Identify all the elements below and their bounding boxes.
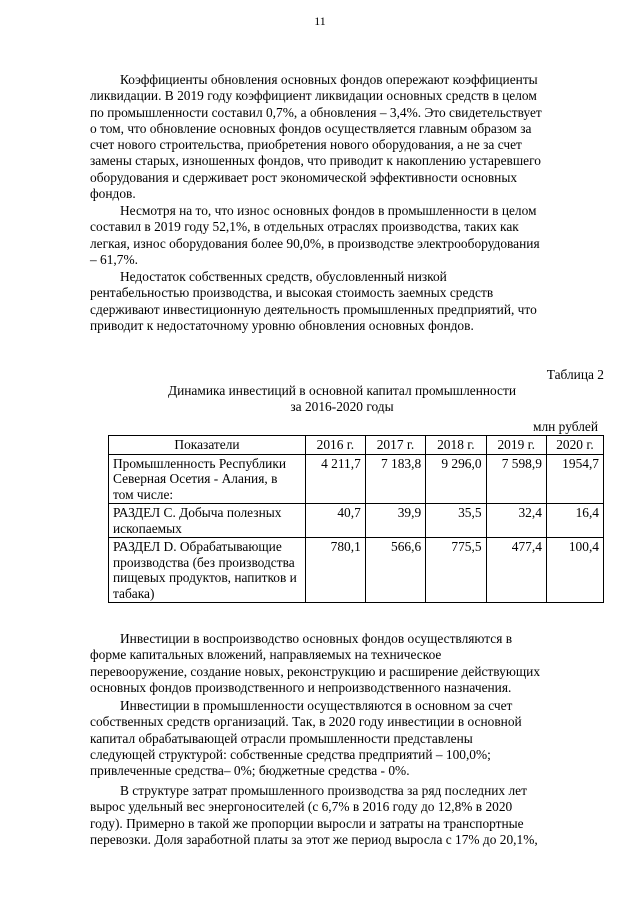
table-row <box>109 538 604 603</box>
cell-value: 16,4 <box>546 504 603 538</box>
cell-value: 775,5 <box>426 538 486 603</box>
cell-value: 566,6 <box>365 538 425 603</box>
paragraph-investment-forms: Инвестиции в воспроизводство основных фондов осуществляются в форме капитальных вложений, направляемых на техническое перевооружение, создание новых, реконструкцию и расширение действующих основных фондов производственного и непроизводственного назначения. <box>90 631 541 695</box>
table-header-row <box>109 436 604 455</box>
cell-value: 4 211,7 <box>306 454 366 504</box>
cell-value: 1954,7 <box>546 454 603 504</box>
table-title: Динамика инвестиций в основной капитал промышленности за 2016-2020 годы <box>167 383 517 414</box>
header-year: 2018 г. <box>426 436 486 455</box>
table-row <box>109 454 604 504</box>
header-year: 2017 г. <box>365 436 425 455</box>
row-label: РАЗДЕЛ С. Добыча полезных ископаемых <box>109 504 306 538</box>
cell-value: 780,1 <box>306 538 366 603</box>
cell-value: 35,5 <box>426 504 486 538</box>
table-units: млн рублей <box>533 419 598 434</box>
paragraph-cost-structure: В структуре затрат промышленного производства за ряд последних лет вырос удельный вес энергоносителей (с 6,7% в 2016 году до 12,8% в 2020 году). Примерно в такой же пропорции выросли и затраты на транспортные перевозки. Доля заработной платы за этот же период выросла с 17% до 20,1%, <box>90 783 538 847</box>
paragraph-renewal-coefficients: Коэффициенты обновления основных фондов опережают коэффициенты ликвидации. В 2019 году коэффициент ликвидации основных средств в целом по промышленности составил 0,7%, а обновления – 3,4%. Это свидетельствует о том, что обновление основных фондов осуществляется главным образом за счет нового строительства, приобретения нового оборудования, а не за счет замены старых, изношенных фондов, что приводит к накоплению устаревшего оборудования и сдерживает рост экономической эффективности основных фондов. <box>90 72 542 202</box>
header-year: 2016 г. <box>306 436 366 455</box>
cell-value: 477,4 <box>486 538 546 603</box>
page-number: 11 <box>314 14 326 28</box>
cell-value: 32,4 <box>486 504 546 538</box>
table-row <box>109 504 604 538</box>
paragraph-own-funds: Инвестиции в промышленности осуществляются в основном за счет собственных средств организаций. Так, в 2020 году инвестиции в основной капитал обрабатывающей отрасли промышленности представлены следующей структурой: собственные средства предприятий – 100,0%; привлеченные средства– 0%; бюджетные средства - 0%. <box>90 698 522 779</box>
cell-value: 7 183,8 <box>365 454 425 504</box>
cell-value: 100,4 <box>546 538 603 603</box>
paragraph-wear: Несмотря на то, что износ основных фондов в промышленности в целом составил в 2019 году 52,1%, в отдельных отраслях производства, таких как легкая, износ оборудования более 90,0%, в производстве электрооборудования – 61,7%. <box>90 203 540 267</box>
cell-value: 39,9 <box>365 504 425 538</box>
header-indicators: Показатели <box>109 436 306 455</box>
row-label: Промышленность Республики Северная Осетия - Алания, в том числе: <box>109 454 306 504</box>
paragraph-lack-of-funds: Недостаток собственных средств, обусловленный низкой рентабельностью производства, и высокая стоимость заемных средств сдерживают инвестиционную деятельность промышленных предприятий, что приводит к недостаточному уровню обновления основных фондов. <box>90 269 537 333</box>
table-caption: Таблица 2 <box>546 367 604 382</box>
cell-value: 9 296,0 <box>426 454 486 504</box>
header-year: 2019 г. <box>486 436 546 455</box>
row-label: РАЗДЕЛ D. Обрабатывающие производства (без производства пищевых продуктов, напитков и табака) <box>109 538 306 603</box>
cell-value: 7 598,9 <box>486 454 546 504</box>
investment-table <box>108 435 604 603</box>
header-year: 2020 г. <box>546 436 603 455</box>
cell-value: 40,7 <box>306 504 366 538</box>
